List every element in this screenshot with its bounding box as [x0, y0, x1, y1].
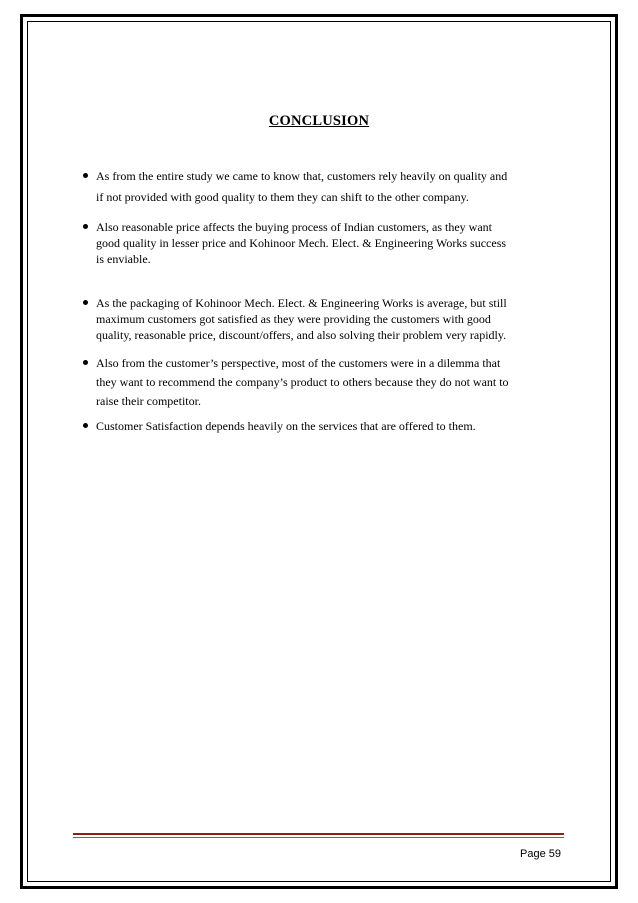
list-item-line: good quality in lesser price and Kohinoor Mech. Elect. & Engineering Works success [96, 236, 507, 250]
list-item-line: they want to recommend the company’s product to others because they do not want to [96, 375, 509, 389]
list-item-line: Also reasonable price affects the buying process of Indian customers, as they want [96, 220, 492, 234]
list-item [96, 354, 566, 411]
footer-rule [73, 833, 564, 835]
list-item-line: maximum customers got satisfied as they were providing the customers with good [96, 312, 491, 326]
list-item-line: Also from the customer’s perspective, most of the customers were in a dilemma that [96, 356, 501, 370]
list-item-line: is enviable. [96, 252, 151, 266]
list-item-line: raise their competitor. [96, 394, 201, 408]
bullet-icon [83, 300, 88, 305]
page-number: Page 59 [520, 848, 561, 860]
bullet-icon [83, 173, 88, 178]
bullet-icon [83, 423, 88, 428]
list-item-line: quality, reasonable price, discount/offers, and also solving their problem very rapidly. [96, 328, 507, 342]
list-item [96, 418, 566, 435]
bullet-icon [83, 360, 88, 365]
list-item [96, 166, 566, 208]
page-border-inner [27, 21, 611, 882]
list-item [96, 219, 566, 267]
bullet-icon [83, 224, 88, 229]
footer-rule-thin [73, 837, 564, 838]
list-item-line: Customer Satisfaction depends heavily on the services that are offered to them. [96, 419, 476, 433]
list-item-line: if not provided with good quality to them they can shift to the other company. [96, 190, 469, 204]
list-item-line: As the packaging of Kohinoor Mech. Elect. & Engineering Works is average, but still [96, 296, 507, 310]
list-item-line: As from the entire study we came to know that, customers rely heavily on quality and [96, 169, 508, 183]
page-title: CONCLUSION [268, 113, 370, 129]
list-item [96, 295, 566, 343]
